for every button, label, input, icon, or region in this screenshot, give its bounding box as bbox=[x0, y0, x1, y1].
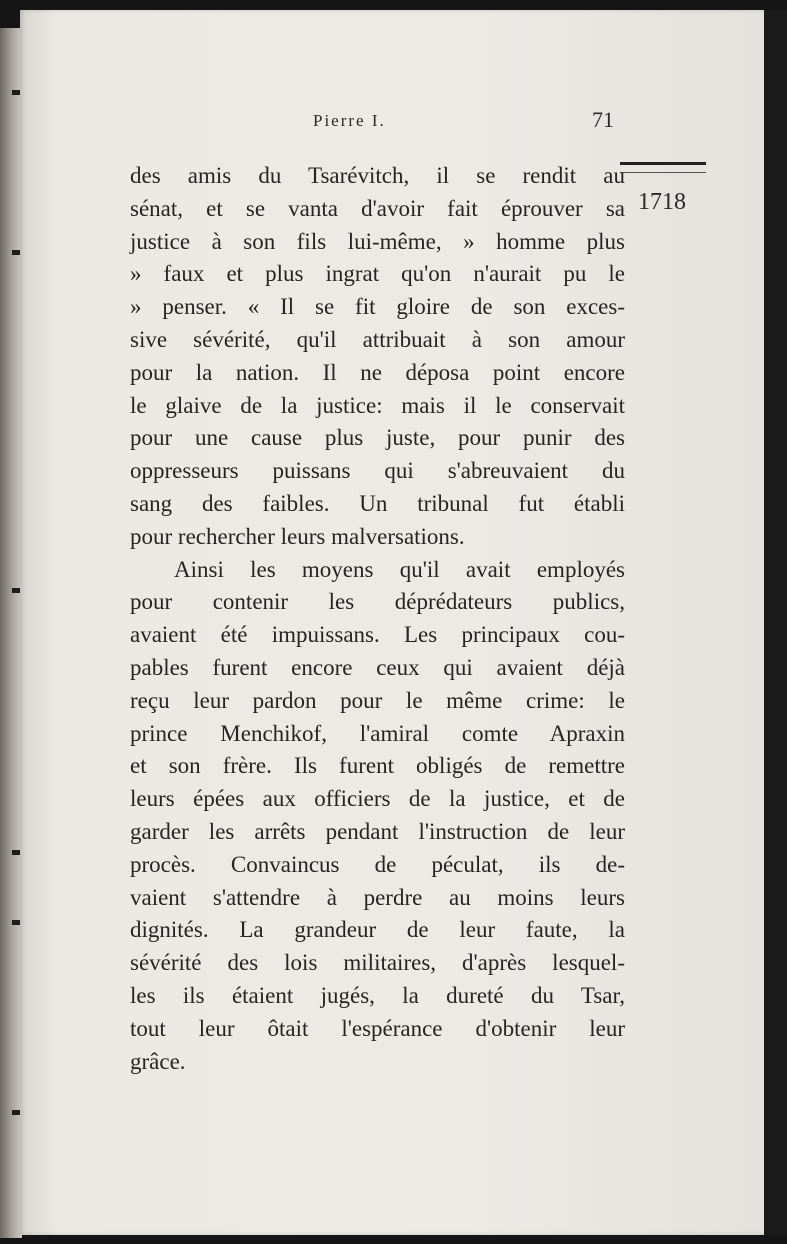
page-header bbox=[0, 105, 787, 135]
text-line: justice à son fils lui-même, » homme plus bbox=[130, 228, 625, 254]
text-line: sang des faibles. Un tribunal fut établi bbox=[130, 490, 625, 516]
body-text bbox=[130, 160, 625, 1078]
text-line: avaient été impuissans. Les principaux cou- bbox=[130, 622, 625, 648]
margin-year: 1718 bbox=[638, 189, 686, 215]
page-edge-shadow bbox=[764, 10, 787, 1235]
text-line: sénat, et se vanta d'avoir fait éprouver sa bbox=[130, 195, 625, 221]
text-line: oppresseurs puissans qui s'abreuvaient du bbox=[130, 458, 625, 484]
text-line: vaient s'attendre à perdre au moins leurs bbox=[130, 884, 625, 910]
text-line: pour rechercher leurs malversations. bbox=[130, 523, 465, 549]
text-line: » penser. « Il se fit gloire de son exces- bbox=[130, 294, 625, 320]
text-line: prince Menchikof, l'amiral comte Apraxin bbox=[130, 720, 625, 746]
text-line: reçu leur pardon pour le même crime: le bbox=[130, 687, 625, 713]
text-line: sive sévérité, qu'il attribuait à son amour bbox=[130, 326, 625, 352]
text-line: garder les arrêts pendant l'instruction de leur bbox=[130, 818, 625, 844]
text-line: des amis du Tsarévitch, il se rendit au bbox=[130, 163, 625, 188]
text-line: Ainsi les moyens qu'il avait employés bbox=[174, 556, 625, 582]
margin-rule bbox=[620, 162, 706, 173]
running-title: Pierre I. bbox=[313, 111, 386, 130]
text-line: et son frère. Ils furent obligés de remettre bbox=[130, 753, 625, 779]
text-line: leurs épées aux officiers de la justice, et de bbox=[130, 786, 625, 812]
text-line: le glaive de la justice: mais il le conservait bbox=[130, 392, 625, 418]
page-number: 71 bbox=[592, 107, 614, 132]
text-line: procès. Convaincus de péculat, ils de- bbox=[130, 851, 625, 877]
text-line: grâce. bbox=[130, 1048, 186, 1074]
text-line: pour une cause plus juste, pour punir des bbox=[130, 425, 625, 451]
facing-page-edge bbox=[0, 28, 22, 1238]
text-line: sévérité des lois militaires, d'après lesquel- bbox=[130, 950, 625, 976]
text-line: les ils étaient jugés, la dureté du Tsar, bbox=[130, 982, 625, 1008]
text-line: tout leur ôtait l'espérance d'obtenir leur bbox=[130, 1015, 625, 1041]
text-line: pables furent encore ceux qui avaient déjà bbox=[130, 654, 625, 680]
text-line: dignités. La grandeur de leur faute, la bbox=[130, 917, 625, 943]
text-line: » faux et plus ingrat qu'on n'aurait pu le bbox=[130, 261, 625, 287]
text-line: pour contenir les déprédateurs publics, bbox=[130, 589, 625, 615]
text-line: pour la nation. Il ne déposa point encore bbox=[130, 359, 625, 385]
